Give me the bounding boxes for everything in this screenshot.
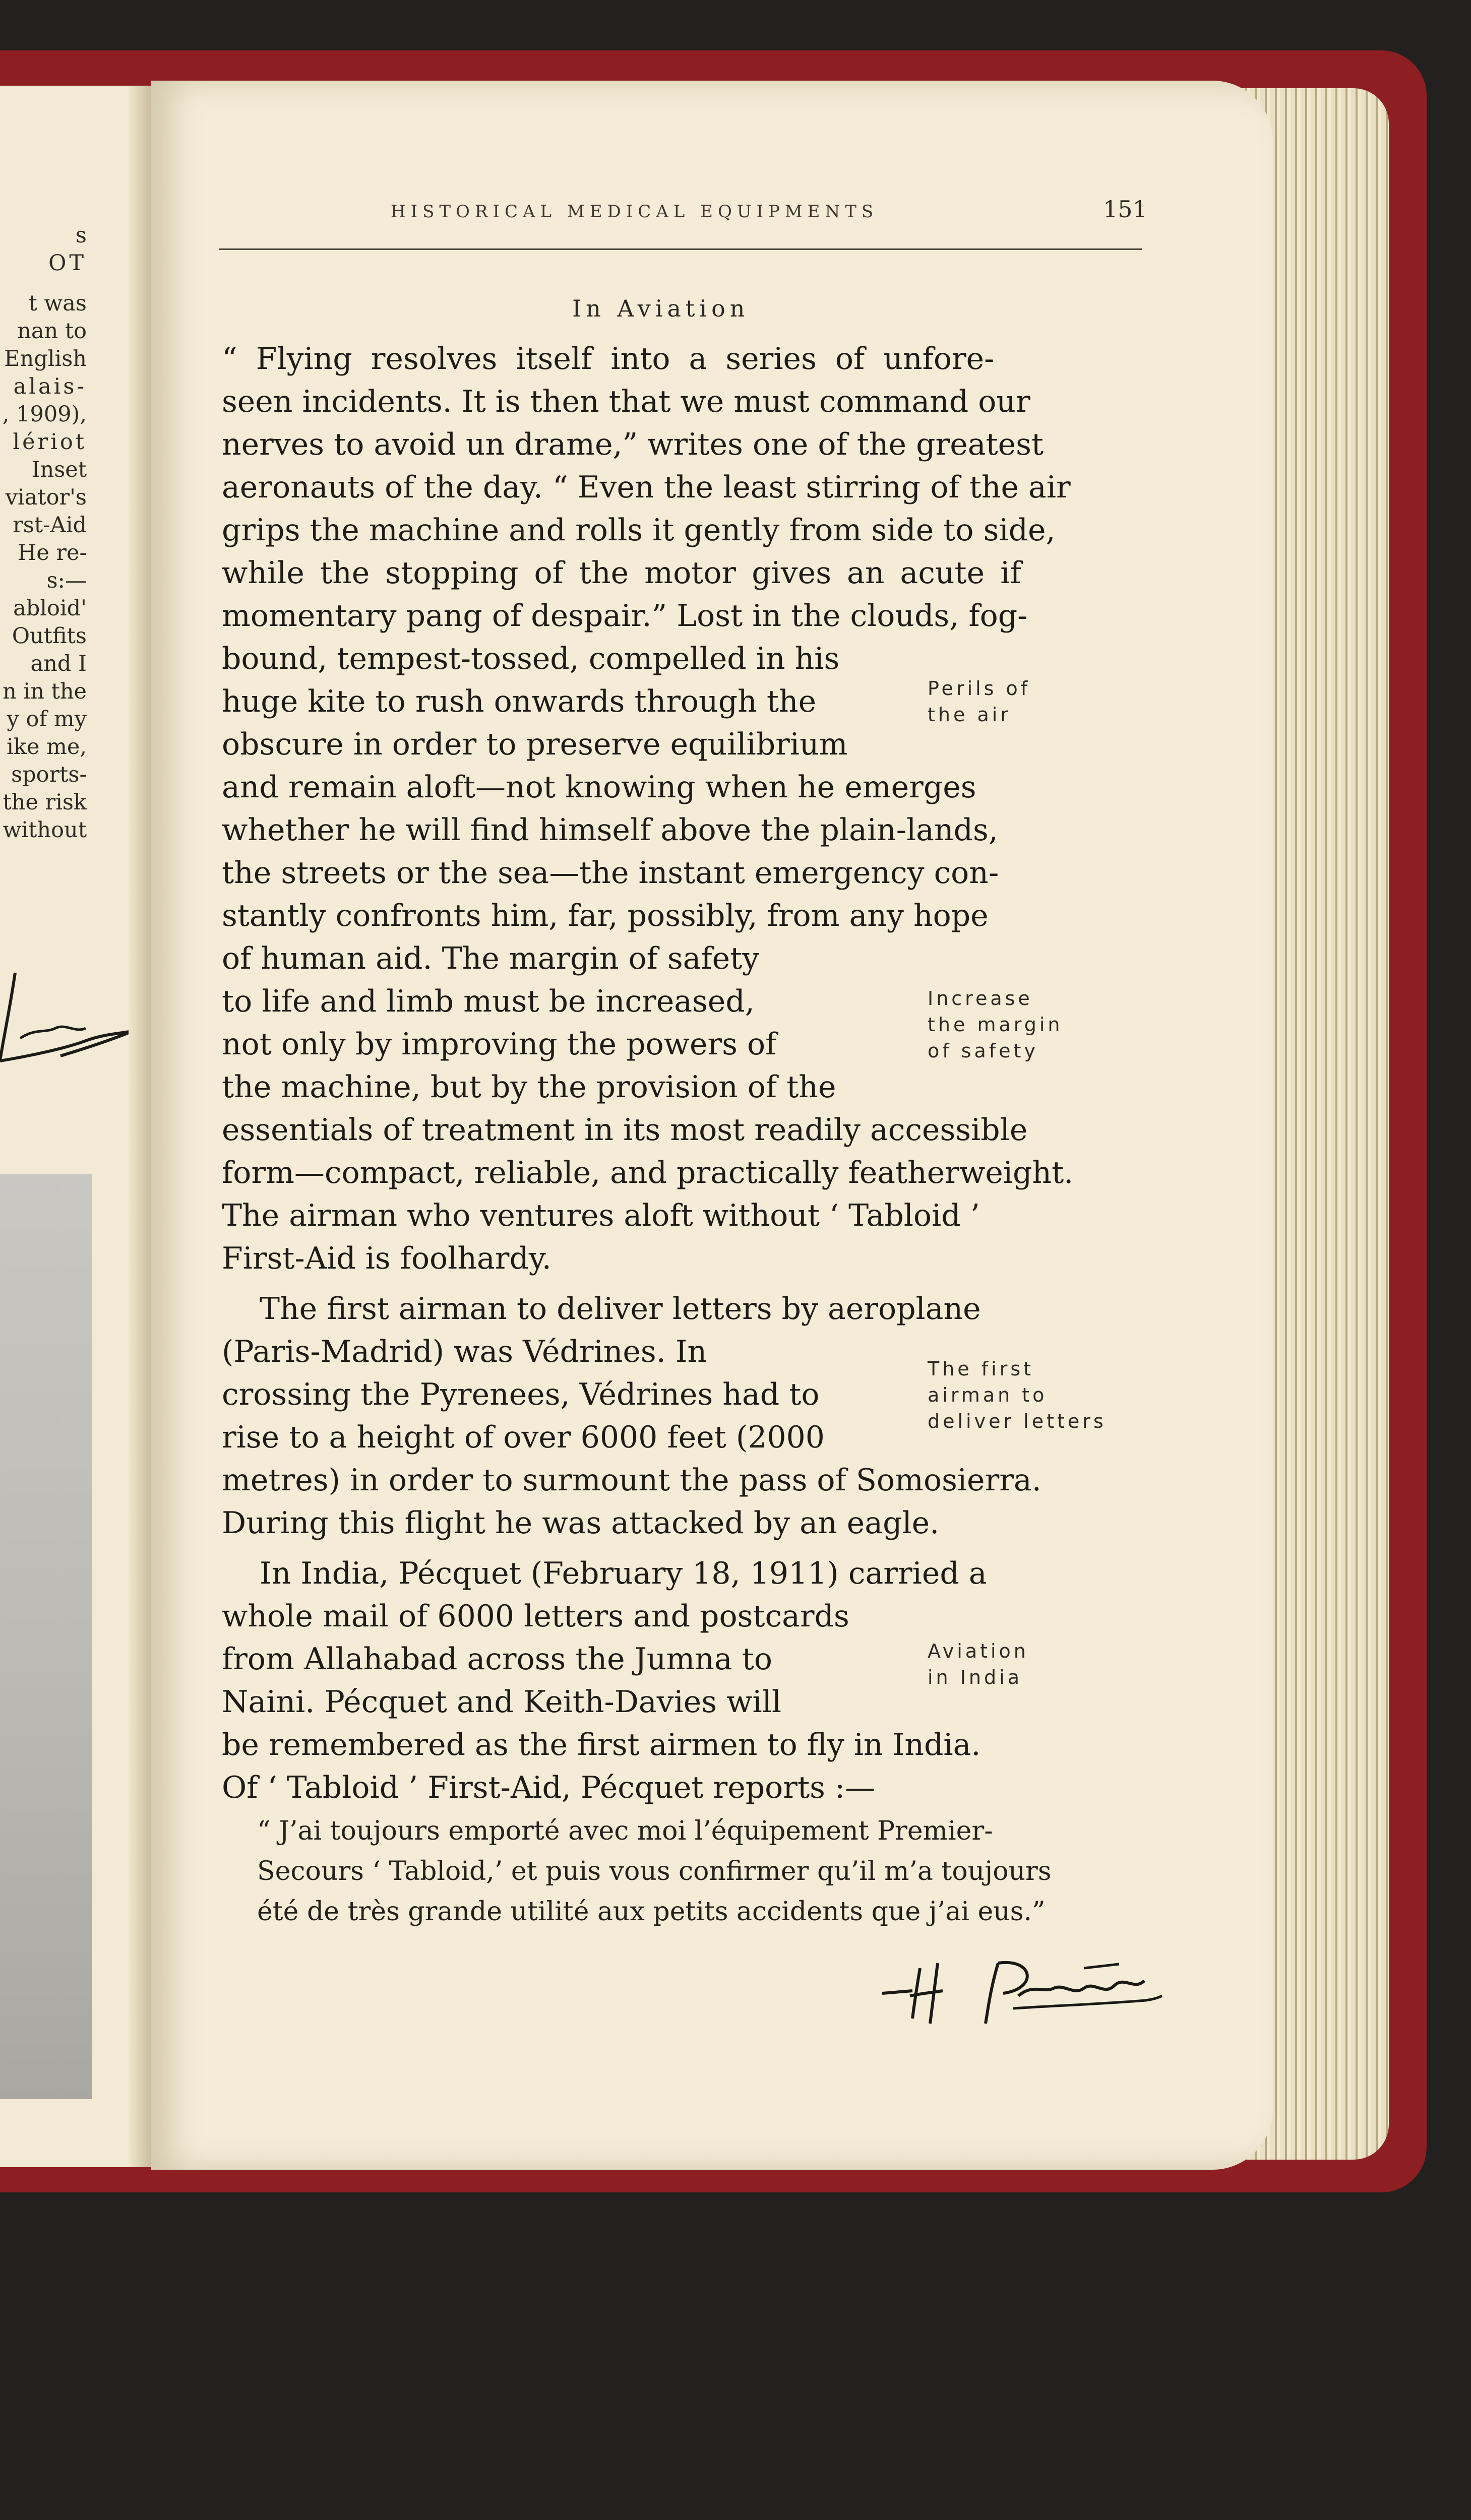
left-page-line: OT [48, 250, 87, 276]
body-line: bound, tempest-tossed, compelled in his [222, 641, 840, 676]
running-head: HISTORICAL MEDICAL EQUIPMENTS [391, 202, 879, 222]
body-line: “ Flying resolves itself into a series of unfore- [222, 341, 995, 376]
margin-note-india [928, 1638, 1029, 1690]
margin-note-safety [928, 985, 1063, 1064]
body-line: obscure in order to preserve equilibrium [222, 727, 848, 762]
quote-line: “ J’ai toujours emporté avec moi l’équipement Premier- [257, 1816, 993, 1846]
left-page-line: nan to [17, 319, 87, 344]
body-line: not only by improving the powers of [222, 1027, 777, 1062]
margin-note-line: airman to [928, 1384, 1048, 1406]
left-page-line: sports- [11, 762, 87, 787]
margin-note-line: Increase [928, 987, 1033, 1010]
section-title: In Aviation [572, 295, 750, 322]
body-line: and remain aloft—not knowing when he emerges [222, 770, 976, 805]
left-page-photo [0, 1174, 92, 2099]
margin-note-line: Aviation [928, 1640, 1029, 1662]
left-page-line: He re- [17, 540, 87, 565]
body-line: During this flight he was attacked by an eagle. [222, 1505, 940, 1541]
left-page-line: , 1909), [2, 402, 87, 427]
left-page-line: viator's [5, 485, 87, 510]
left-page-line: ike me, [7, 734, 87, 760]
left-page-line: Inset [31, 457, 87, 482]
left-page-line: without [3, 817, 87, 843]
left-page-line: y of my [7, 707, 87, 732]
body-line: grips the machine and rolls it gently from side to side, [222, 513, 1056, 548]
left-page-line: t was [28, 291, 87, 316]
margin-note-line: The first [928, 1358, 1034, 1380]
body-line: The airman who ventures aloft without ‘ Tabloid ’ [222, 1198, 980, 1233]
left-page-line: lériot [13, 429, 87, 455]
margin-note-line: in India [928, 1666, 1022, 1688]
margin-note-perils [928, 675, 1030, 728]
left-page-line: Outfits [12, 623, 87, 649]
body-line: aeronauts of the day. “ Even the least stirring of the air [222, 470, 1071, 505]
left-page-line: English [4, 346, 87, 371]
body-line: essentials of treatment in its most readily accessible [222, 1112, 1028, 1148]
body-line: First-Aid is foolhardy. [222, 1241, 551, 1276]
left-signature-flourish [0, 953, 141, 1084]
left-page-line: rst-Aid [13, 513, 87, 538]
body-line: stantly confronts him, far, possibly, from any hope [222, 898, 989, 933]
left-page-line: and I [30, 651, 87, 676]
margin-note-line: the air [928, 704, 1011, 726]
body-line: Of ‘ Tabloid ’ First-Aid, Pécquet reports :— [222, 1770, 876, 1805]
body-line: be remembered as the first airmen to fly in India. [222, 1727, 981, 1762]
body-line: huge kite to rush onwards through the [222, 684, 817, 719]
body-line: momentary pang of despair.” Lost in the clouds, fog- [222, 598, 1028, 634]
quote-line: été de très grande utilité aux petits accidents que j’ai eus.” [257, 1897, 1046, 1927]
body-line: Naini. Pécquet and Keith-Davies will [222, 1684, 782, 1720]
left-page-line: the risk [3, 790, 87, 815]
quote-line: Secours ‘ Tabloid,’ et puis vous confirmer qu’il m’a toujours [257, 1856, 1052, 1886]
body-line: whole mail of 6000 letters and postcards [222, 1599, 849, 1634]
body-line: the machine, but by the provision of the [222, 1069, 836, 1105]
body-line: seen incidents. It is then that we must command our [222, 384, 1030, 419]
header-rule [219, 248, 1142, 250]
margin-note-line: the margin [928, 1014, 1063, 1036]
left-page-line: abloid' [13, 596, 87, 621]
body-line: while the stopping of the motor gives an acute if [222, 555, 1021, 591]
margin-note-line: Perils of [928, 677, 1031, 700]
page-number: 151 [1103, 196, 1147, 223]
body-line: form—compact, reliable, and practically featherweight. [222, 1155, 1074, 1190]
body-line: nerves to avoid un drame,” writes one of the greatest [222, 427, 1044, 462]
body-line: In India, Pécquet (February 18, 1911) carried a [260, 1556, 987, 1591]
body-line: crossing the Pyrenees, Védrines had to [222, 1377, 820, 1412]
body-line: to life and limb must be increased, [222, 984, 755, 1019]
body-line: metres) in order to surmount the pass of Somosierra. [222, 1463, 1041, 1498]
body-line: rise to a height of over 6000 feet (2000 [222, 1420, 825, 1455]
margin-note-line: deliver letters [928, 1410, 1107, 1432]
pecquet-signature [882, 1948, 1164, 2029]
body-line: (Paris-Madrid) was Védrines. In [222, 1334, 707, 1369]
left-page-line: alais- [13, 374, 87, 399]
body-line: from Allahabad across the Jumna to [222, 1642, 773, 1677]
body-line: The first airman to deliver letters by aeroplane [260, 1291, 981, 1327]
margin-note-letters [928, 1356, 1107, 1434]
margin-note-line: of safety [928, 1040, 1038, 1062]
body-line: the streets or the sea—the instant emergency con- [222, 855, 999, 891]
body-line: of human aid. The margin of safety [222, 941, 760, 976]
left-page-line: s [75, 223, 87, 248]
body-line: whether he will find himself above the plain-lands, [222, 812, 998, 848]
left-page-line: n in the [3, 679, 87, 704]
left-page-line: s:— [46, 568, 87, 593]
